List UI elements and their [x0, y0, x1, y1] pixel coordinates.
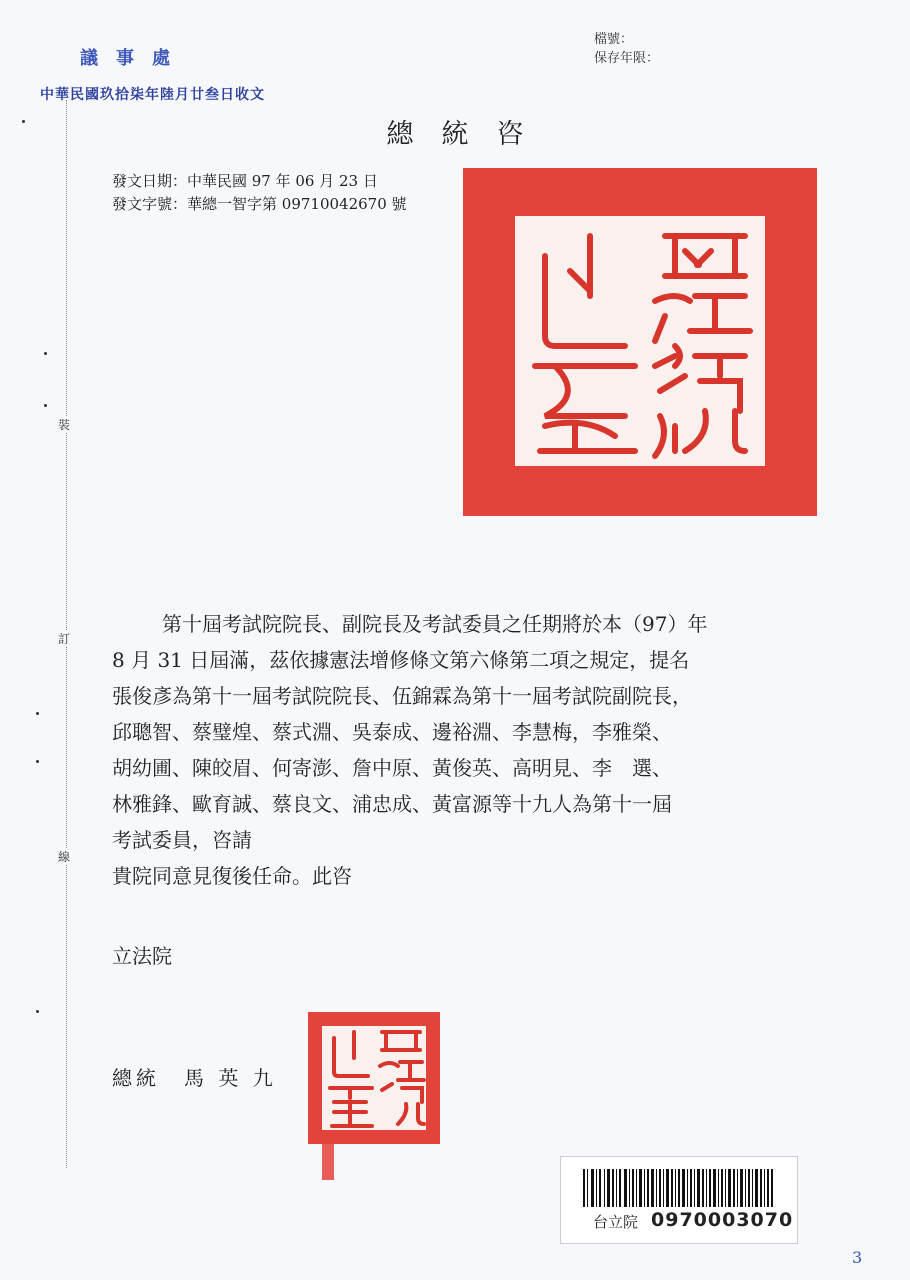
body-line: 胡幼圃、陳皎眉、何寄澎、詹中原、黃俊英、高明見、李 選、 — [112, 756, 672, 780]
binding-char-xian: 線 — [58, 850, 71, 864]
body-line: 邱聰智、蔡璧煌、蔡式淵、吳泰成、邊裕淵、李慧梅，李雅榮、 — [112, 720, 672, 744]
issue-date: 發文日期：中華民國 97 年 06 月 23 日 — [112, 172, 378, 190]
body-line: 考試委員，咨請 — [112, 828, 252, 852]
body-line: 張俊彥為第十一屆考試院院長、伍錦霖為第十一屆考試院副院長， — [112, 684, 692, 708]
barcode-sticker — [560, 1156, 798, 1244]
seal-smear — [322, 1142, 334, 1180]
document-title: 總統咨 — [386, 119, 552, 150]
addressee: 立法院 — [112, 944, 172, 968]
margin-dot — [36, 712, 39, 715]
document-meta — [112, 170, 407, 216]
binding-char-ding: 訂 — [58, 632, 71, 646]
body-line: 8 月 31 日屆滿，茲依據憲法增修條文第六條第二項之規定，提名 — [112, 648, 690, 672]
retention-label: 保存年限： — [594, 51, 660, 66]
document-body — [112, 606, 812, 894]
president-small-seal — [308, 1012, 440, 1144]
barcode-graphic — [583, 1169, 773, 1207]
receipt-stamp-department: 議事處 — [80, 48, 188, 69]
barcode-number: 0970003070 — [651, 1209, 794, 1231]
margin-dot — [44, 404, 47, 407]
file-number-label: 檔號： — [594, 32, 634, 47]
presidential-seal — [463, 168, 817, 516]
body-line: 林雅鋒、歐育誠、蔡良文、浦忠成、黃富源等十九人為第十一屆 — [112, 792, 672, 816]
barcode-label: 台立院 — [593, 1213, 639, 1231]
binding-char-zhuang: 裝 — [58, 418, 71, 432]
archive-fields — [594, 30, 659, 68]
margin-dot — [36, 760, 39, 763]
body-line: 貴院同意見復後任命。此咨 — [112, 864, 352, 888]
signature-line: 總統 馬 英 九 — [112, 1066, 277, 1090]
page-mark: 3 — [852, 1248, 863, 1267]
body-line: 第十屆考試院院長、副院長及考試委員之任期將於本（97）年 — [162, 612, 708, 636]
issue-number: 發文字號：華總一智字第 09710042670 號 — [112, 195, 407, 213]
receipt-stamp-date: 中華民國玖拾柒年陸月廿叁日收文 — [40, 87, 265, 103]
margin-dot — [36, 1010, 39, 1013]
margin-dot — [44, 352, 47, 355]
